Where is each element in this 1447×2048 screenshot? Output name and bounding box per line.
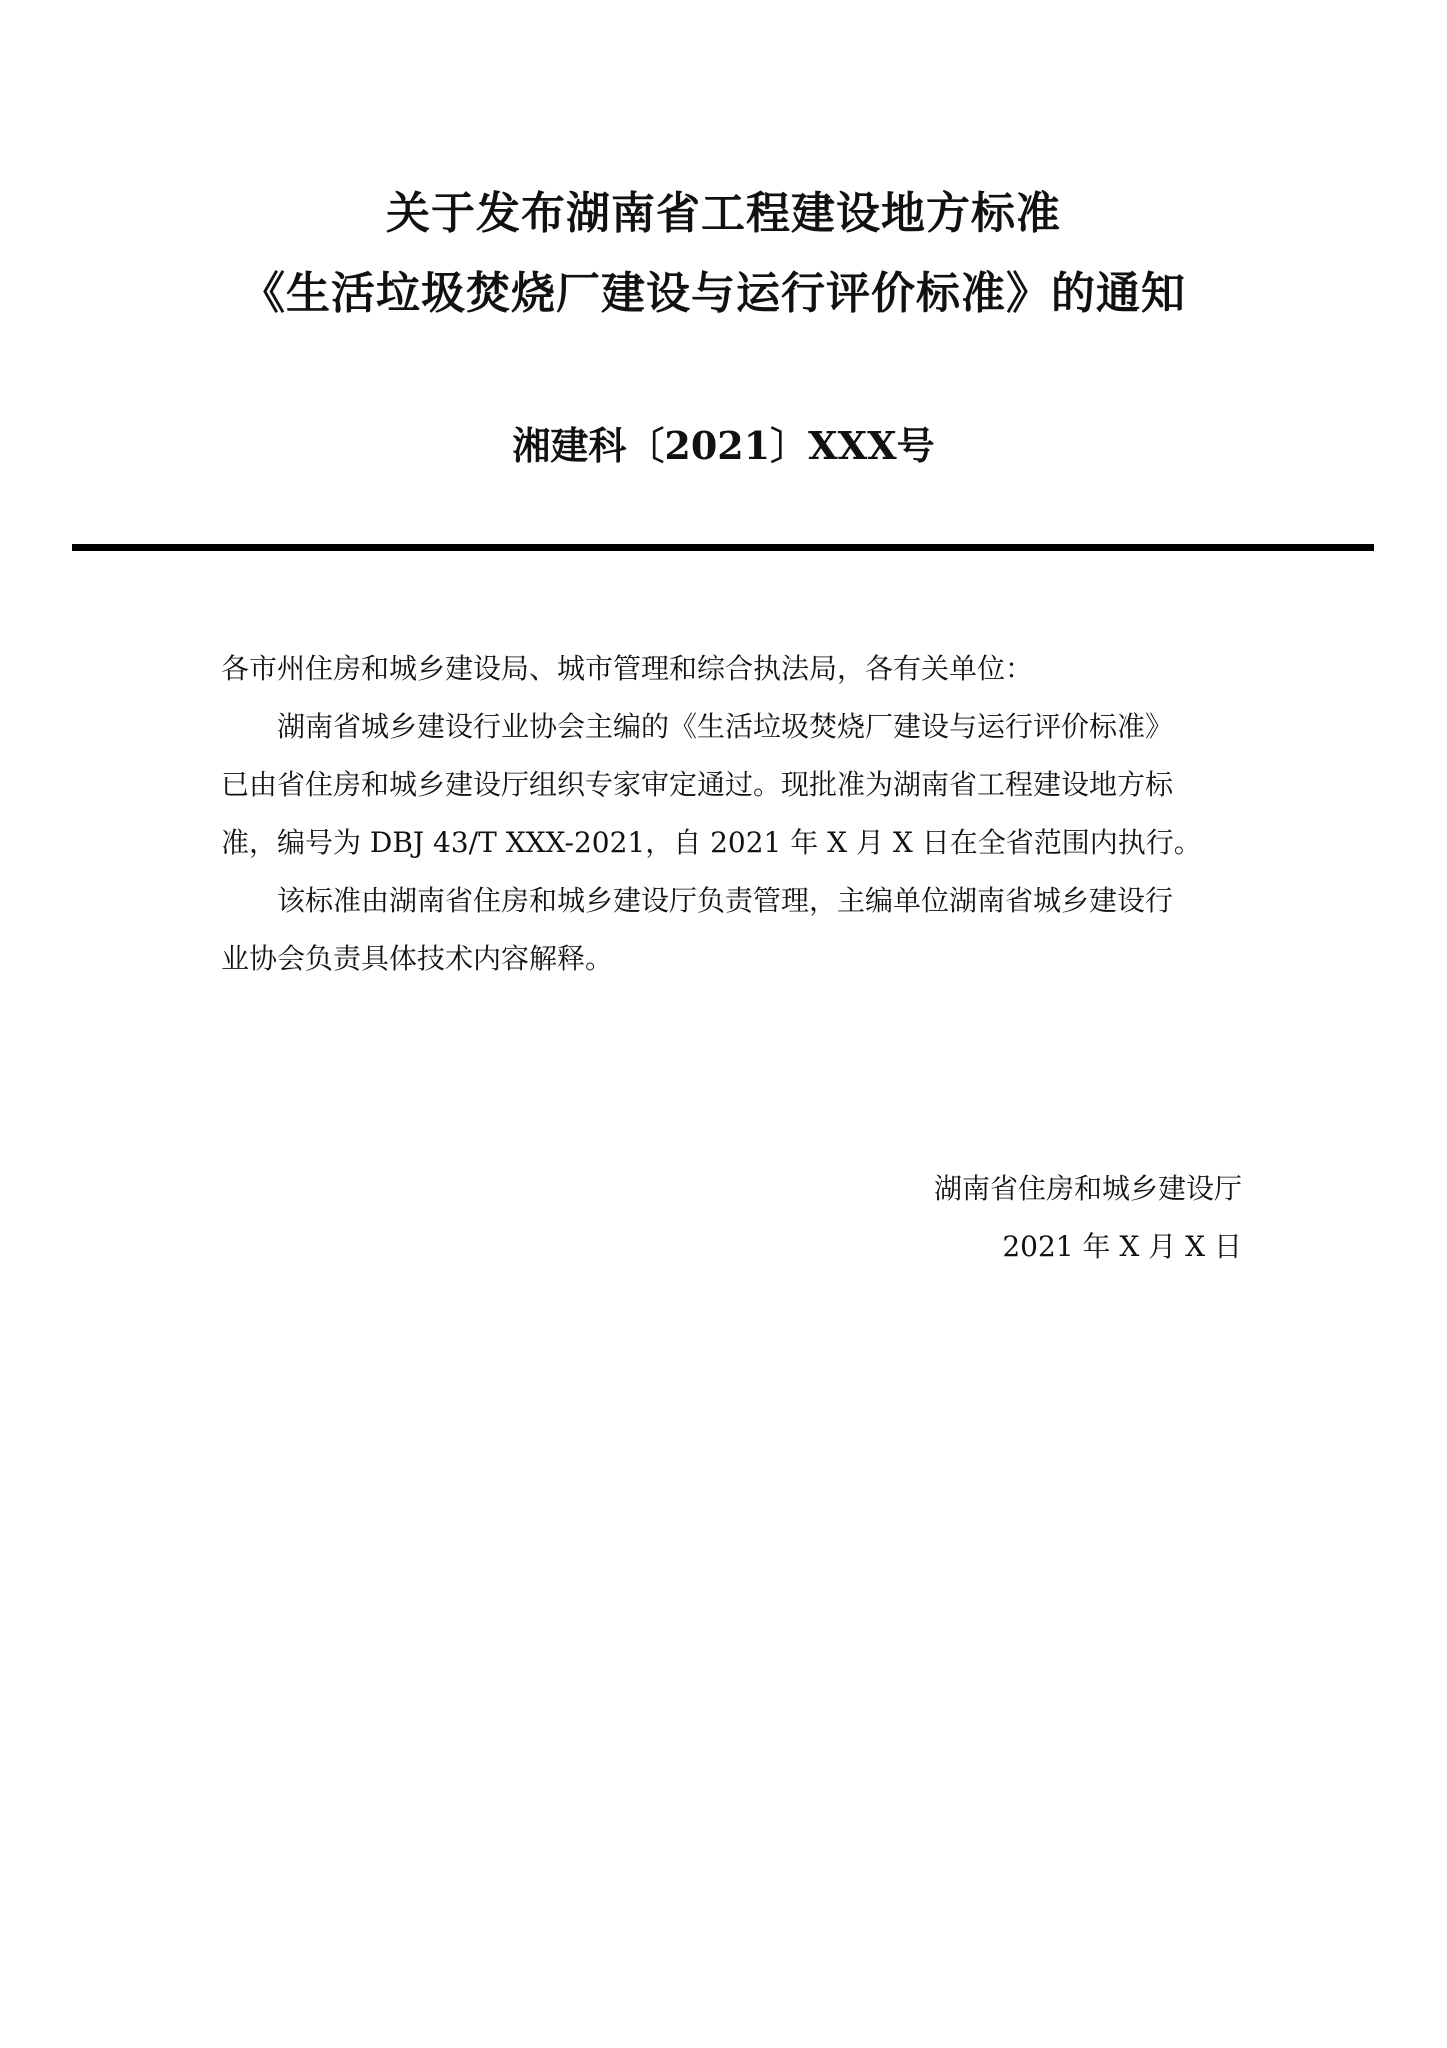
paragraph-management	[221, 872, 1241, 988]
paragraph-management-line-1: 该标准由湖南省住房和城乡建设厅负责管理，主编单位湖南省城乡建设行	[277, 884, 1174, 917]
paragraph-management-line-2: 业协会负责具体技术内容解释。	[221, 942, 614, 975]
header-divider-rule	[72, 544, 1374, 551]
paragraph-approval-line-2: 已由省住房和城乡建设厅组织专家审定通过。现批准为湖南省工程建设地方标	[221, 768, 1174, 801]
paragraph-approval-line-1: 湖南省城乡建设行业协会主编的《生活垃圾焚烧厂建设与运行评价标准》	[277, 710, 1174, 743]
paragraph-approval-line-3: 准，编号为 DBJ 43/T XXX-2021，自 2021 年 X 月 X 日在全省范围内执行。	[221, 826, 1202, 859]
document-title-line-2: 《生活垃圾焚烧厂建设与运行评价标准》的通知	[241, 268, 1186, 319]
signature-organization: 湖南省住房和城乡建设厅	[933, 1172, 1242, 1205]
document-number: 湘建科〔2021〕XXX号	[512, 423, 935, 468]
document-title-line-1: 关于发布湖南省工程建设地方标准	[386, 188, 1061, 239]
paragraph-approval	[221, 698, 1241, 872]
signature-date: 2021 年 X 月 X 日	[1002, 1230, 1242, 1263]
salutation: 各市州住房和城乡建设局、城市管理和综合执法局，各有关单位：	[221, 652, 1034, 685]
